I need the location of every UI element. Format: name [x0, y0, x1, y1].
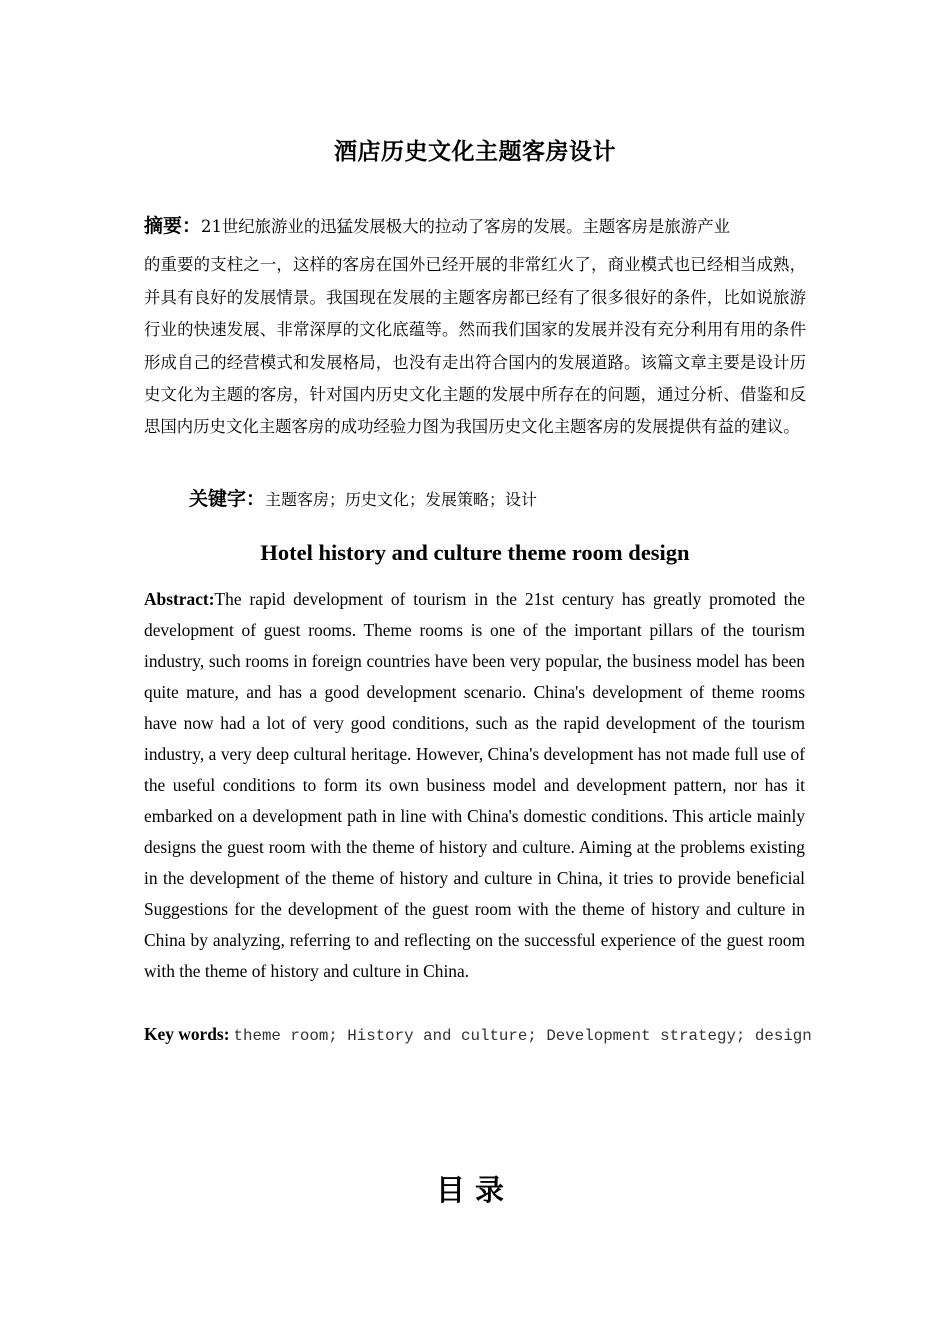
- chinese-title: 酒店历史文化主题客房设计: [334, 139, 616, 165]
- english-abstract-body: The rapid development of tourism in the 21st century has greatly promoted the development of guest rooms. Theme rooms is one of the important pillars of the tourism industry, such rooms in foreign countries have been very popular, the business model has been quite mature, and has a good development scenario. China's development of theme rooms have now had a lot of very good conditions, such as the rapid development of the tourism industry, a very deep cultural heritage. However, China's development has not made full use of the useful conditions to form its own business model and development pattern, nor has it embarked on a development path in line with China's domestic conditions. This article mainly designs the guest room with the theme of history and culture. Aiming at the problems existing in the development of the theme of history and culture in China, it tries to provide beneficial Suggestions for the development of the guest room with the theme of history and culture in China by analyzing, referring to and reflecting on the successful experience of the guest room with the theme of history and culture in China.: [144, 589, 805, 981]
- english-keywords-label: Key words:: [144, 1024, 230, 1044]
- chinese-abstract-label: 摘要：: [144, 215, 202, 237]
- chinese-abstract-first-text: 21世纪旅游业的迅猛发展极大的拉动了客房的发展。主题客房是旅游产业: [201, 217, 730, 236]
- english-abstract: [144, 584, 805, 987]
- chinese-keywords-label: 关键字：: [189, 488, 266, 510]
- chinese-abstract-first-line: [144, 210, 806, 243]
- chinese-keywords-value: 主题客房；历史文化；发展策略；设计: [265, 490, 538, 509]
- english-keywords-value: theme room; History and culture; Development strategy; design: [233, 1027, 812, 1045]
- english-abstract-label: Abstract:: [144, 589, 215, 609]
- chinese-abstract-body: 的重要的支柱之一，这样的客房在国外已经开展的非常红火了，商业模式也已经相当成熟，并具有良好的发展情景。我国现在发展的主题客房都已经有了很多很好的条件，比如说旅游行业的快速发展、非常深厚的文化底蕴等。然而我们国家的发展并没有充分利用有用的条件形成自己的经营模式和发展格局，也没有走出符合国内的发展道路。该篇文章主要是设计历史文化为主题的客房，针对国内历史文化主题的发展中所存在的问题，通过分析、借鉴和反思国内历史文化主题客房的成功经验力图为我国历史文化主题客房的发展提供有益的建议。: [144, 255, 806, 437]
- chinese-abstract: [144, 210, 806, 444]
- chinese-keywords: [189, 484, 829, 515]
- english-keywords: [144, 1019, 844, 1052]
- table-of-contents-title: 目录: [435, 1173, 514, 1207]
- english-title: Hotel history and culture theme room design: [260, 540, 690, 565]
